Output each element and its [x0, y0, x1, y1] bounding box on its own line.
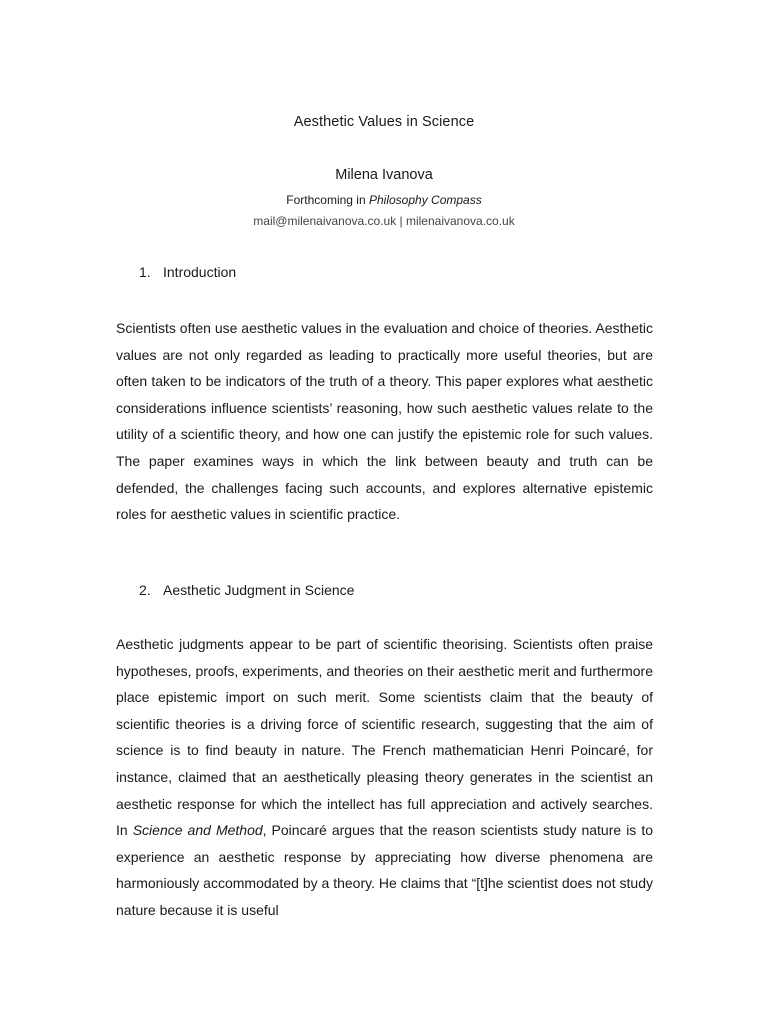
publication-note — [0, 193, 768, 207]
section-number: 2. — [139, 582, 151, 598]
paragraph-text: Aesthetic judgments appear to be part of scientific theorising. Scientists often praise hypotheses, proofs, experiments, and theories on their aesthetic merit and furthermore place epistemic import on such merit. Some scientists claim that the beauty of scientific theories is a driving force of scientific research, suggesting that the aim of science is to find beauty in nature. The French mathematician Henri Poincaré, for instance, claimed that an aesthetically pleasing theory generates in the scientist an aesthetic response for which the intellect has full appreciation and actively searches. In — [116, 636, 653, 839]
aesthetic-judgment-paragraph — [116, 631, 653, 924]
introduction-paragraph: Scientists often use aesthetic values in the evaluation and choice of theories. Aesthetic values are not only regarded as leading to practically more useful theories, but are often taken to be indicators of the truth of a theory. This paper explores what aesthetic considerations influence scientists’ reasoning, how such aesthetic values relate to the utility of a scientific theory, and how one can justify the epistemic role for such values. The paper examines ways in which the link between beauty and truth can be defended, the challenges facing such accounts, and explores alternative epistemic roles for aesthetic values in scientific practice. — [116, 320, 653, 523]
author-name: Milena Ivanova — [335, 167, 433, 183]
section-number: 1. — [139, 264, 151, 280]
section-heading-introduction — [139, 264, 236, 280]
forthcoming-prefix: Forthcoming in — [286, 193, 369, 207]
section-title: Introduction — [163, 264, 237, 280]
section-heading-aesthetic-judgment — [139, 582, 354, 598]
paper-title: Aesthetic Values in Science — [293, 114, 475, 130]
paragraph-text: , Poincaré argues that the reason scientists study nature is to experience an aesthetic response by appreciating how diverse phenomena are harmoniously accommodated by a theory. He claims that “[t]he scientist does not study nature because it is useful — [116, 822, 654, 918]
journal-name: Philosophy Compass — [368, 193, 482, 207]
book-title: Science and Method — [132, 822, 263, 839]
contact-info: mail@milenaivanova.co.uk | milenaivanova.co.uk — [253, 214, 515, 228]
section-title: Aesthetic Judgment in Science — [163, 582, 355, 598]
